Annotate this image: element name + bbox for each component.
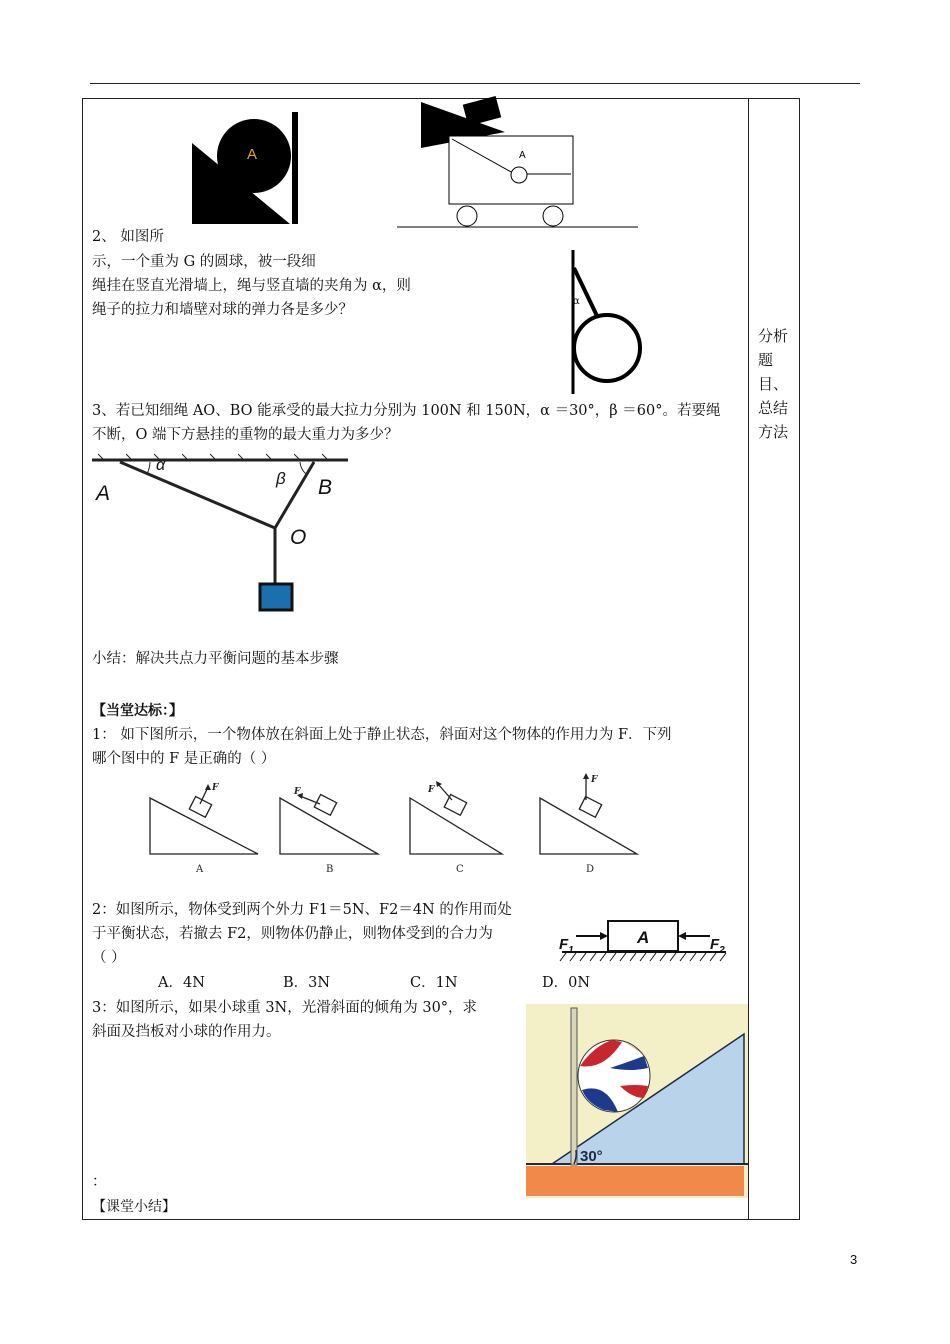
summary-line: 小结：解决共点力平衡问题的基本步骤: [92, 651, 339, 667]
f2-label: $F_2$: [710, 936, 725, 956]
incline-options-figure: [140, 770, 650, 880]
option-d-force-label: F: [591, 775, 598, 785]
side-note-line-3: 目、: [758, 375, 789, 393]
table-right-border: [799, 98, 800, 1220]
side-note-line-4: 总结: [758, 399, 789, 417]
option-c-force-label: F: [428, 785, 435, 795]
f1-label: $F_1$: [559, 936, 574, 956]
side-note-line-5: 方法: [758, 423, 789, 441]
table-divider: [748, 98, 749, 1220]
colon-mark: ：: [92, 1174, 107, 1190]
ex2-choice-d: D．0N: [542, 975, 591, 991]
q3-line2: 不断，O 端下方悬挂的重物的最大重力为多少？: [92, 427, 399, 443]
ex3-line1: 3：如图所示，如果小球重 3N，光滑斜面的倾角为 30°，求: [92, 1000, 478, 1016]
side-note-line-2: 题: [758, 351, 774, 369]
incline-angle-label: 30°: [580, 1148, 603, 1165]
alpha-label: α: [573, 296, 580, 307]
table-bottom-border: [82, 1219, 800, 1220]
option-b-label: B: [326, 864, 334, 875]
ex2-line3: （ ）: [92, 950, 126, 966]
point-b-label: B: [318, 476, 333, 499]
option-a-force-label: F: [212, 783, 219, 793]
angle-alpha-label: α: [156, 457, 166, 474]
option-b-force-label: F: [294, 787, 301, 797]
rope-weight-figure: [90, 448, 360, 618]
table-left-border: [82, 98, 83, 1220]
page-number: 3: [850, 1252, 858, 1267]
cart-ball-label: A: [519, 150, 526, 161]
two-force-figure: [556, 916, 732, 966]
q2-line1: 2、 如图所: [92, 229, 164, 245]
q2-line4: 绳子的拉力和墙壁对球的弹力各是多少？: [92, 302, 353, 318]
angle-beta-label: β: [276, 469, 286, 488]
point-a-label: A: [96, 482, 111, 505]
option-d-label: D: [586, 864, 595, 875]
ex2-choice-c: C．1N: [410, 975, 458, 991]
cart-figure: [395, 98, 640, 230]
ex2-line1: 2：如图所示，物体受到两个外力 F1＝5N、F2＝4N 的作用而处: [92, 902, 512, 918]
option-a-label: A: [196, 864, 204, 875]
ex1-line2: 哪个图中的 F 是正确的（ ）: [92, 751, 276, 767]
section-heading: 【当堂达标：】: [92, 703, 183, 719]
ex2-choice-b: B．3N: [283, 975, 331, 991]
hanging-ball-figure: [565, 248, 650, 396]
ex1-line1: 1： 如下图所示，一个物体放在斜面上处于静止状态，斜面对这个物体的作用力为 F．下列: [92, 727, 672, 743]
ball-incline-figure: [526, 1004, 748, 1198]
ex2-choice-a: A．4N: [158, 975, 205, 991]
q2-line2: 示，一个重为 G 的圆球，被一段细: [92, 254, 316, 270]
q3-line1: 3、若已知细绳 AO、BO 能承受的最大拉力分别为 100N 和 150N，α ＝30°，β ＝60°。若要绳: [92, 403, 721, 419]
ball-label: A: [247, 146, 258, 163]
q2-line3: 绳挂在竖直光滑墙上，绳与竖直墙的夹角为 α，则: [92, 278, 411, 294]
ball-wall-figure: [190, 108, 310, 228]
header-rule: [90, 83, 860, 84]
side-note: [758, 324, 794, 444]
block-label: A: [637, 928, 650, 947]
option-c-label: C: [456, 864, 464, 875]
ex3-line2: 斜面及挡板对小球的作用力。: [92, 1024, 281, 1040]
point-o-label: O: [290, 526, 307, 549]
side-note-line-1: 分析: [758, 327, 789, 345]
class-summary-heading: 【课堂小结】: [92, 1199, 176, 1215]
ex2-line2: 于平衡状态，若撤去 F2，则物体仍静止，则物体受到的合力为: [92, 926, 493, 942]
